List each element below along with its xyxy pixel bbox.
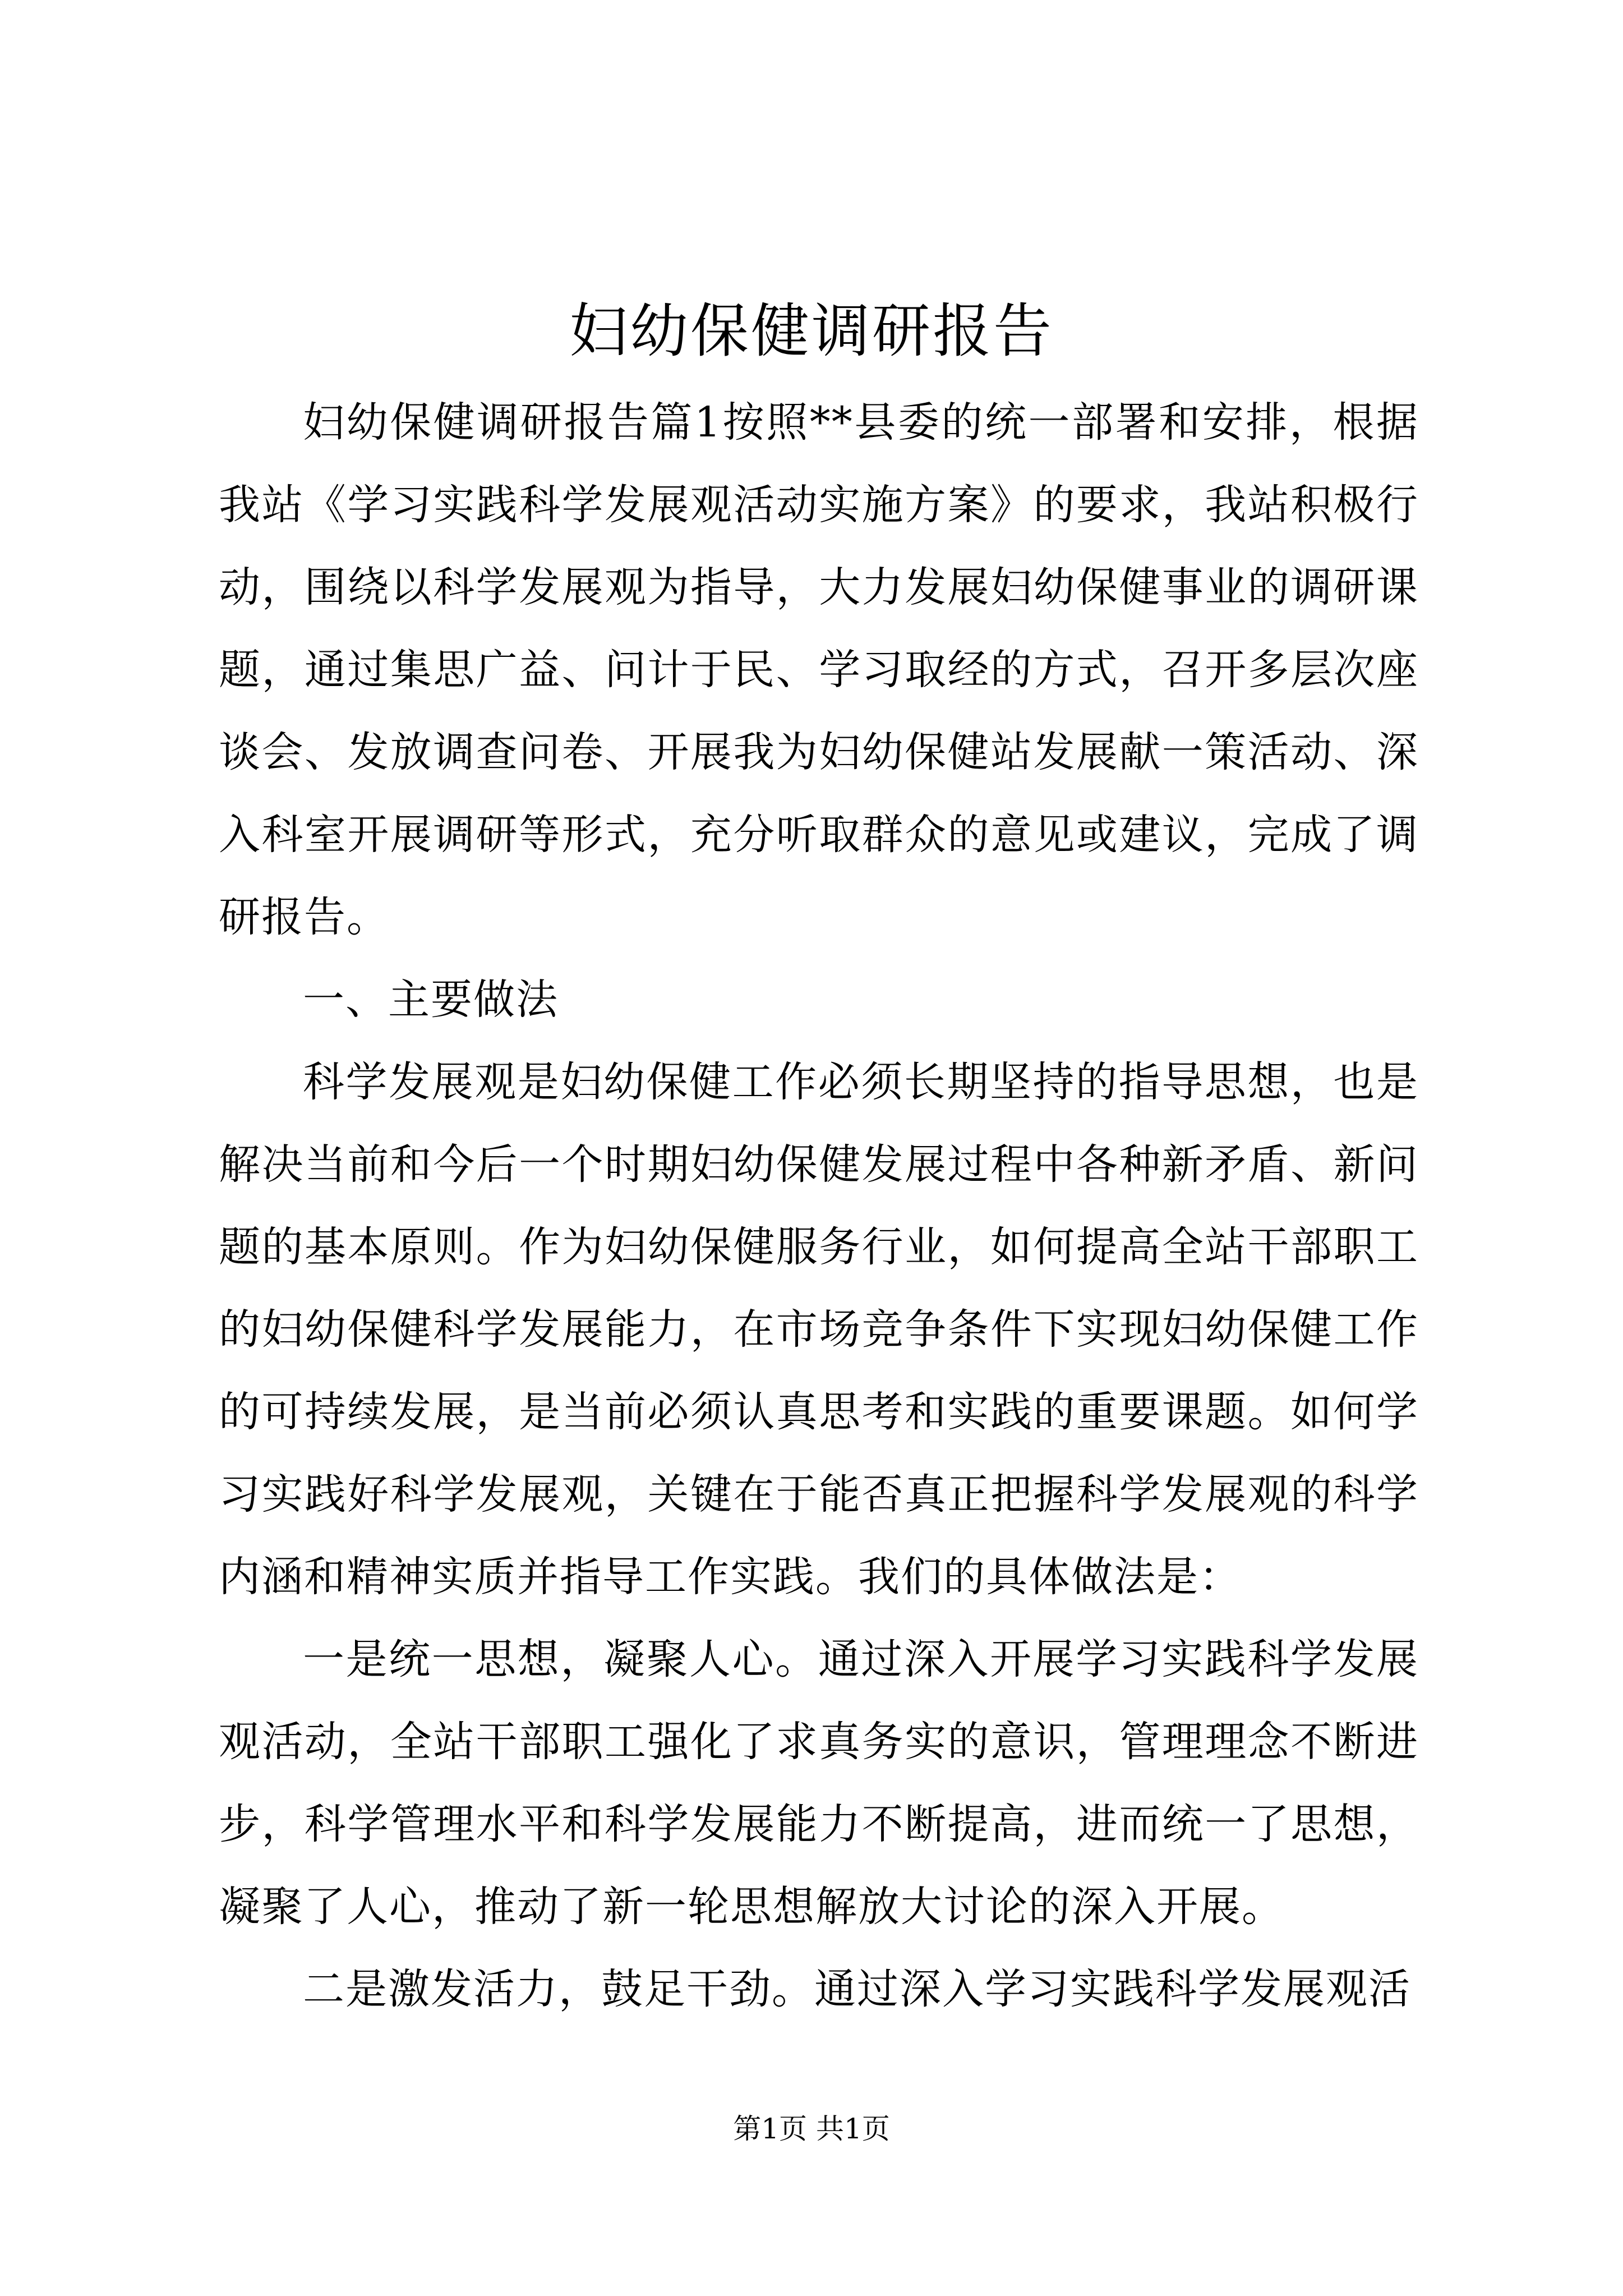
paragraph-intro: 妇幼保健调研报告篇1按照**县委的统一部署和安排，根据我站《学习实践科学发展观活动实施方案》的要求，我站积极行动，围绕以科学发展观为指导，大力发展妇幼保健事业的调研课题，通过集思广益、问计于民、学习取经的方式，召开多层次座谈会、发放调查问卷、开展我为妇幼保健站发展献一策活动、深入科室开展调研等形式，充分听取群众的意见或建议，完成了调研报告。 [219,398,1419,941]
section-heading-main-practices: 一、主要做法 [303,976,559,1024]
page-footer: 第1页 共1页 [733,2113,890,2145]
document-title: 妇幼保健调研报告 [569,297,1054,365]
paragraph-stimulate-vitality: 二是激发活力，鼓足干劲。通过深入学习实践科学发展观活 [303,1965,1411,2013]
document-body [219,381,1419,2031]
paragraph-unify-thinking: 一是统一思想，凝聚人心。通过深入开展学习实践科学发展观活动，全站干部职工强化了求真务实的意识，管理理念不断进步，科学管理水平和科学发展能力不断提高，进而统一了思想，凝聚了人心，推动了新一轮思想解放大讨论的深入开展。 [219,1635,1419,1931]
paragraph-scientific-outlook: 科学发展观是妇幼保健工作必须长期坚持的指导思想，也是解决当前和今后一个时期妇幼保健发展过程中各种新矛盾、新问题的基本原则。作为妇幼保健服务行业，如何提高全站干部职工的妇幼保健科学发展能力，在市场竞争条件下实现妇幼保健工作的可持续发展，是当前必须认真思考和实践的重要课题。如何学习实践好科学发展观，关键在于能否真正把握科学发展观的科学内涵和精神实质并指导工作实践。我们的具体做法是： [219,1058,1419,1601]
